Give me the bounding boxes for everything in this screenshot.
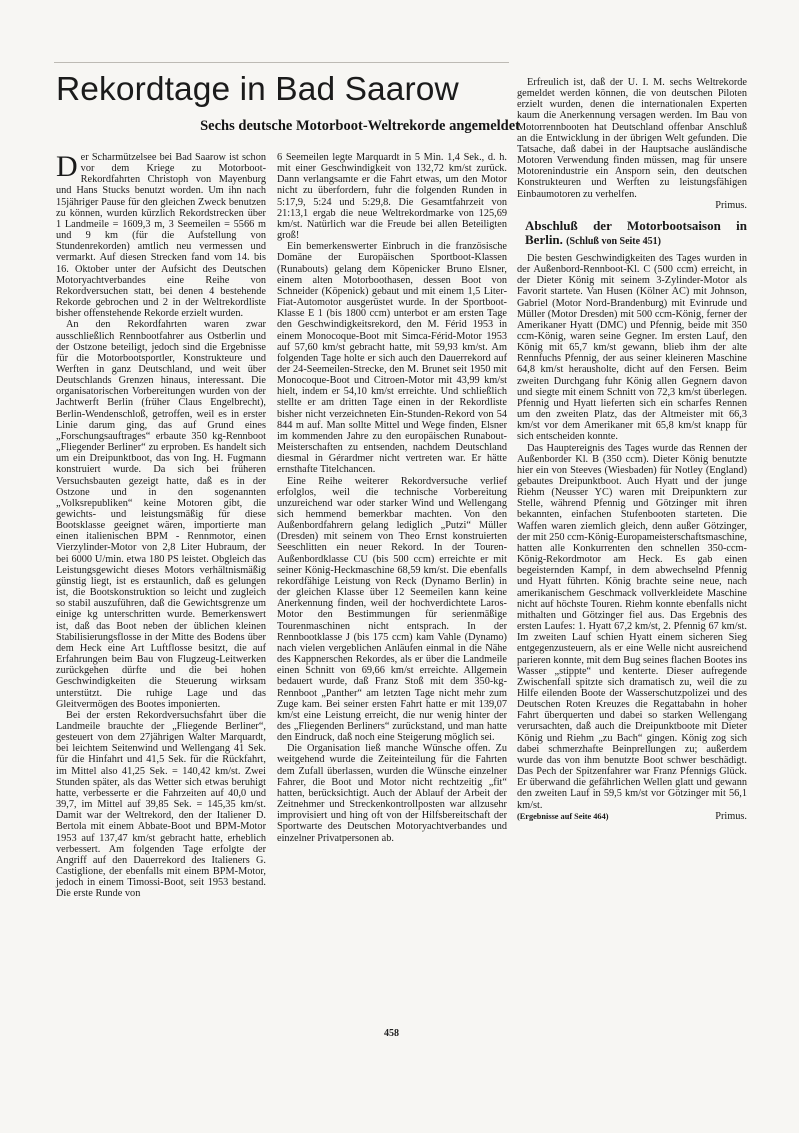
paragraph: Eine Reihe weiterer Rekordversuche verlief erfolglos, weil die technische Vorbereitung unzureichend war oder starker Wind und Wellengang sich hemmend bemerkbar machten. Von den Außenbordfahrern gelang lediglich „Putzi“ Müller (Dresden) mit seinem von Theo Ernst konstruierten Seeschlitten ein neuer Rekord. In der Touren-Außenbordklasse CU (bis 500 ccm) erreichte er mit seiner König-Heckmaschine 68,59 km/st. Die ebenfalls rekordfähige Leistung von Reck (Dynamo Berlin) in der gleichen Klasse über 12 Seemeilen kann keine Anerkennung finden, weil der hochverdichtete Laros-Motor den Bestimmungen für serienmäßige Tourenmaschinen nicht entsprach. In der Rennbootklasse J (bis 175 ccm) kam Vahle (Dynamo) nach vielen vergeblichen Anläufen einmal in die Nähe des Kappnerschen Rekordes, als er über die Landmeile einen Schnitt von 69,66 km/st erreichte. Allgemein bedauert wurde, daß Franz Stoß mit dem 350-kg-Rennboot „Panther“ am letzten Tage nicht mehr zum Zuge kam. Bei seiner ersten Fahrt hatte er mit 139,07 km/st eine Leistung erreicht, die nur wenig hinter der des „Fliegenden Berliners“ zurückstand, und man hatte den Eindruck, daß noch eine Steigerung möglich sei.: [277, 475, 507, 744]
section-heading: Abschluß der Motorbootsaison in Berlin. (Schluß von Seite 451): [525, 217, 747, 247]
top-rule: [54, 62, 509, 63]
paragraph: Die besten Geschwindigkeiten des Tages wurden in der Außenbord-Rennboot-Kl. C (500 ccm) erreicht, in der Dieter König mit seinem 3-Zylinder-Motor als Favorit startete. Van Husen (Kölner AC) mit Johnson, Gabriel (Motor Nord-Brandenburg) mit Evinrude und Müller (Motor Dresden) mit 500 ccm-König, ferner der Amerikaner Hyatt (DMC) und Pfennig, beide mit 350 ccm-König, waren seine Gegner. Im ersten Lauf, den König mit 65,7 km/st gewann, blieb ihm der alte Rennfuchs Pfennig, der aus seiner kleineren Maschine 64,8 km/st herausholte, dicht auf den Fersen. Beim zweiten Durchgang fuhr König allen Gegnern davon und siegte mit einem Schnitt von 72,3 km/st überlegen. Pfennig und Hyatt lieferten sich ein scharfes Rennen um den zweiten Platz, das der Altmeister mit 66,3 km/st vor dem Amerikaner mit 65,8 km/st knapp für sich entscheiden konnte.: [517, 252, 747, 443]
page-number: 458: [384, 1028, 399, 1039]
paragraph: Die Organisation ließ manche Wünsche offen. Zu weitgehend wurde die Zeiteinteilung für die Fahrten dem Zufall überlassen, wurden die Wünsche einzelner Fahrer, die Boot und Motor nicht rechtzeitig „fit“ hatten, berücksichtigt. Auch der Ablauf der Arbeit der Zeitnehmer und Streckenkontrollposten war allzusehr improvisiert und hing oft von der Hilfsbereitschaft der Sportwarte des Deutschen Motoryachtverbandes und einzelner Privatpersonen ab.: [277, 743, 507, 844]
footer-line: [517, 811, 747, 822]
signature: Primus.: [715, 810, 747, 822]
footnote: (Ergebnisse auf Seite 464): [517, 811, 609, 821]
drop-cap: D: [56, 150, 78, 183]
signature: Primus.: [715, 199, 747, 211]
paragraph: An den Rekordfahrten waren zwar ausschließlich Rennbootfahrer aus Ostberlin und der Ostzone beteiligt, jedoch sind die Ergebnisse für die Motorbootsportler, Konstrukteure und Werften in ganz Deutschland, und weit über Deutschlands Grenzen hinaus, interessant. Die organisatorischen Vorbereitungen wurden von der Jachtwerft Berlin (früher Claus Engelbrecht), Berlin-Wendenschloß, getroffen, weil es in erster Linie darum ging, das auf Grund eines „Forschungsauftrages“ erbaute 350 kg-Rennboot „Fliegender Berliner“ zu erproben. Es handelt sich um ein Dreipunktboot, das von Ing. H. Fugmann konstruiert wurde. Da sich bei früheren Versuchsbauten gezeigt hatte, daß es in der Ostzone und in den sogenannten „Volksrepubliken“ keine Motoren gibt, die gewichts- und leistungsmäßig für diese Bootsklasse geeignet wären, importierte man einen italienischen BPM - Rennmotor, einen Vierzylinder-Motor von 2,8 Liter Hubraum, der bei 6000 U/min. etwa 180 PS leistet. Obgleich das Leistungsgewicht dieses Motors verhältnismäßig günstig liegt, ist es erstaunlich, daß es gelungen ist, die Bootskonstruktion so leicht und zugleich so stabil auszuführen, daß die Gewichtsgrenze um einige kg unterschritten wurde. Bemerkenswert ist, daß das Boot neben der üblichen kleinen Stabilisierungsflosse in der Mitte des Bodens über dem Heck eine Art Luftflosse besitzt, die auf Erfahrungen beim Bau von Flugzeug-Leitwerken zurückgehen dürfte und die bei hohen Geschwindigkeiten die Steuerung wirksam unterstützt. Die ruhige Lage und das Gleitvermögen des Bootes imponierten.: [56, 319, 266, 710]
section-heading-note: (Schluß von Seite 451): [566, 235, 661, 247]
article-subtitle: Sechs deutsche Motorboot-Weltrekorde angemeldet: [200, 118, 520, 134]
paragraph: Erfreulich ist, daß der U. I. M. sechs Weltrekorde gemeldet werden können, die von deutschen Piloten erzielt wurden, denen die internationalen Experten kaum die Anerkennung versagen werden. Im Bau von Motorrennbooten hat Deutschland offenbar Anschluß an die Entwicklung in der übrigen Welt gefunden. Die Tatsache, daß dabei in der Hauptsache ausländische Motoren Verwendung finden müssen, mag für unsere Motorenindustrie ein Ansporn sein, den deutschen Konstrukteuren und Werften zu leistungsfähigen Einbaumotoren zu verhelfen.: [517, 77, 747, 200]
paragraph: 6 Seemeilen legte Marquardt in 5 Min. 1,4 Sek., d. h. mit einer Geschwindigkeit von 132,72 km/st zurück. Dann verlangsamte er die Fahrt etwas, um den Motor nicht zu überfordern, fuhr die folgenden Runden in 5:17,9, 5:24 und 5:29,8. Die Gesamtfahrzeit von 21:13,1 ergab die neue Weltrekordmarke von 125,69 km/st. Natürlich war die Freude bei allen Beteiligten groß!: [277, 152, 507, 242]
column-1: [56, 152, 266, 899]
paragraph: Das Hauptereignis des Tages wurde das Rennen der Außenborder Kl. B (350 ccm). Dieter König benutzte hier ein von Steeves (Wiesbaden) für Notley (England) gebautes Dreipunktboot. Auch Hyatt und der junge Riehm (Neusser YC) waren mit Dreipunktern zur Stelle, während Pfennig und Götzinger mit ihren bekannten, einfachen Stufenbooten starteten. Die Waffen waren ziemlich gleich, denn außer Götzinger, der mit 250 ccm-König-Europameisterschaftsmaschine, hatten alle Konkurrenten den schnellen 350-ccm-König-Rekordmotor am Heck. Es gab einen begeisternden Kampf, in dem abwechselnd Pfennig und Hyatt führten. König brachte seine neue, nach amerikanischem Geschmack vollverkleidete Maschine nicht auf höchste Touren. Riehm konnte ebenfalls nicht mithalten und Götzinger fiel aus. Das Ergebnis des ersten Laufes: 1. Hyatt 67,2 km/st, 2. Pfennig 67 km/st. Im zweiten Lauf schien Hyatt einem sicheren Sieg entgegenzusteuern, als er eine Welle nicht ausreichend parieren konnte, mit dem Bug seines flachen Bootes ins Wasser „stippte“ und kenterte. Dieser aufregende Zwischenfall spitzte sich dramatisch zu, weil die zu Hilfe eilenden Boote der Wasserschutzpolizei und des Deutschen Roten Kreuzes die Regattabahn in hoher Fahrt überquerten und dabei so starken Wellengang verursachten, daß auch die Dreipunktboote mit Dieter König und Riehm „zu Bach“ gingen. König zog sich dabei schmerzhafte Beinprellungen zu; außerdem wurde das von ihm benutzte Boot schwer beschädigt. Das Pech der Spitzenfahrer war Franz Pfennigs Glück. Er überwand die gefährlichen Wellen glatt und gewann den zweiten Lauf in 59,5 km/st vor Götzinger mit 56,1 km/st.: [517, 442, 747, 811]
paragraph: Ein bemerkenswerter Einbruch in die französische Domäne der Europäischen Sportboot-Klassen (Runabouts) gelang dem Köpenicker Bruno Elsner, einem alten Motorboothasen, dessen Boot von Schneider (Köpenick) gebaut und mit einem 1,5 Liter-Fiat-Automotor ausgerüstet wurde. In der Sportboot-Klasse E 1 (bis 1800 ccm) unterbot er am ersten Tage den Geschwindigkeitsrekord, den M. Férid 1953 in einem Monocoque-Boot mit Simca-Férid-Motor 1953 auf 57,60 km/st gebracht hatte, mit 59,93 km/st. Am folgenden Tage holte er sich auch den Dauerrekord auf der 24-Seemeilen-Strecke, den M. Brunet seit 1950 mit Monocoque-Boot und Citroen-Motor mit 43,99 km/st hielt, indem er 54,10 km/st erreichte. Und schließlich stellte er am dritten Tage einen in der Rekordliste bisher nicht verzeichneten Ein-Stunden-Rekord von 54 844 m auf. Man sollte Mittel und Wege finden, Elsner im kommenden Jahre zu den europäischen Runabout-Meisterschaften zu entsenden, nachdem Deutschland diesmal in Gérardmer nicht vertreten war. Er hätte ernsthafte Titelchancen.: [277, 241, 507, 476]
article-title: Rekordtage in Bad Saarow: [56, 71, 459, 108]
paragraph: Der Scharmützelsee bei Bad Saarow ist schon vor dem Kriege zu Motorboot-Rekordfahrten Christoph von Mayenburg und Hans Stucks benutzt worden. Um ihn nach 15jähriger Pause für den gleichen Zweck benutzen zu können, wurden kürzlich Rekordstrecken über 1 Landmeile = 1609,3 m, 3 Seemeilen = 5566 m und 9 km (für die Aufstellung von Stundenrekorden) amtlich neu vermessen und vermarkt. Auf diesen Strecken fand vom 14. bis 16. Oktober unter der Aufsicht des Deutschen Motoryachtverbandes eine Reihe von Rekordversuchen statt, bei denen 4 bestehende Rekorde gebrochen und 2 in der Weltrekordliste bisher offenstehende Rekorde erzielt wurden.: [56, 150, 266, 320]
paragraph: Bei der ersten Rekordversuchsfahrt über die Landmeile brauchte der „Fliegende Berliner“, gesteuert von dem 27jährigen Walter Marquardt, bei leichtem Seitenwind und Wellengang 41 Sek. für die Hinfahrt und 41,5 Sek. für die Rückfahrt, im Mittel also 41,25 Sek. = 140,42 km/st. Zwei Stunden später, als das Wetter sich etwas beruhigt hatte, verbesserte er die Fahrzeiten auf 40,0 und 39,7, im Mittel auf 39,85 Sek. = 145,35 km/st. Damit war der Weltrekord, den der Italiener D. Bertola mit einem Abbate-Boot und BPM-Motor 1953 auf 137,47 km/st gebracht hatte, erheblich verbessert. Am folgenden Tage erfolgte der Angriff auf den Dauerrekord des Italieners G. Castiglione, der ebenfalls mit einem BPM-Motor, jedoch in einem Timossi-Boot, seit 1953 bestand. Die erste Runde von: [56, 709, 266, 900]
column-3: [517, 77, 747, 822]
column-2: [277, 152, 507, 844]
